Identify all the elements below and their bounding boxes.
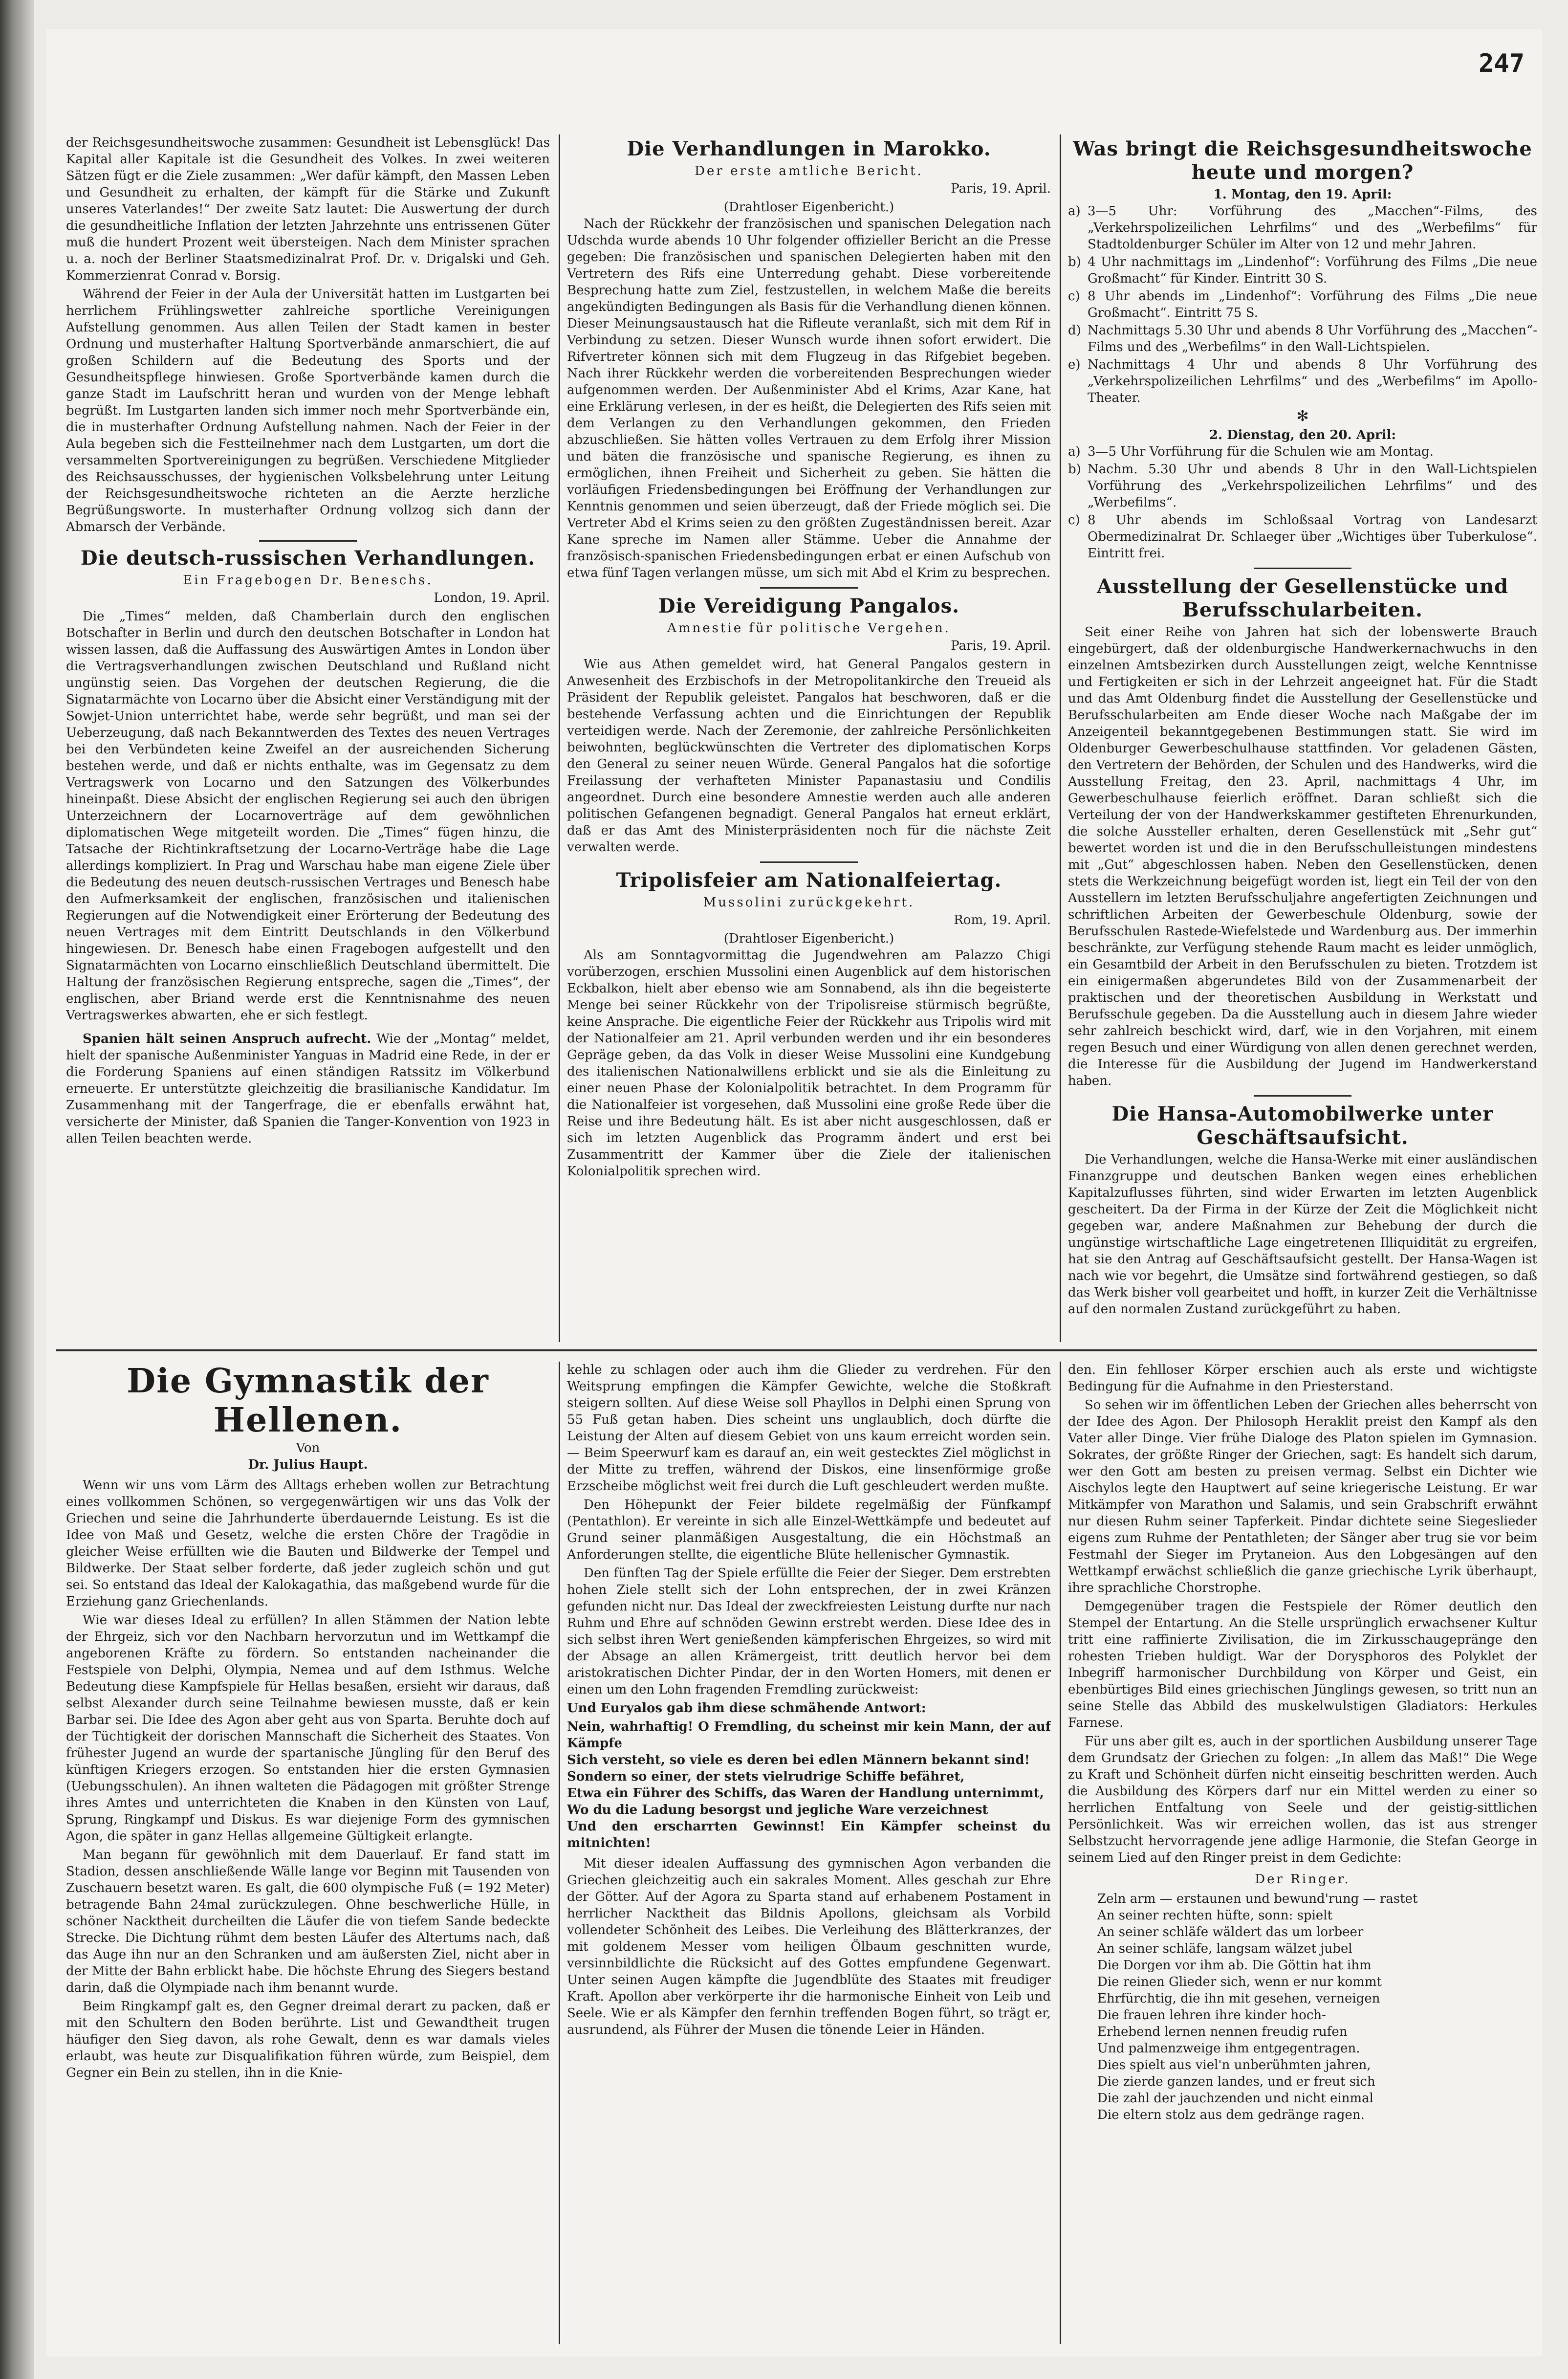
poem-line: Und palmenzweige ihm entgegentragen.: [1097, 2041, 1360, 2056]
schedule-item-text: 8 Uhr abends im „Lindenhof“: Vorführung des Films „Die neue Großmacht“. Eintritt 75 S.: [1088, 289, 1537, 320]
subhead-tripolis: Mussolini zurückgekehrt.: [703, 895, 915, 910]
subhead-pangalos: Amnestie für politische Vergehen.: [667, 621, 951, 636]
gymnastik-column-2: [567, 1362, 1051, 2344]
spain-text: Wie der „Montag“ meldet, hielt der spanische Außenminister Yanguas in Madrid eine Rede, in der er die Forderung Spaniens auf einen ständigen Ratssitz im Völkerbund erneuerte. Er unterstützte gleichzeitig die brasilianische Kandidatur. Im Zusammenhang mit der Tangerfrage, die er ebenfalls erwähnt hat, versicherte der Minister, daß Spanien die Tanger-Konvention von 1923 in allen Teilen beachten werde.: [66, 1032, 550, 1146]
homer-quote: [567, 1718, 1051, 1851]
gymnastik-p6: Den Höhepunkt der Feier bildete regelmäßig der Fünfkampf (Pentathlon). Er vereinte in sich alle Einzel-Wettkämpfe und bedeutet auf Grund seiner planmäßigen Ausgestaltung, die ein Höchstmaß an Anforderungen stellte, die eigentliche Blüte hellenischer Gymnastik.: [567, 1498, 1051, 1562]
poem-line: Die Dorgen vor ihm ab. Die Göttin hat ihm: [1097, 1958, 1372, 1973]
schedule-item-label: a): [1068, 444, 1081, 459]
headline-pangalos: Die Vereidigung Pangalos.: [658, 595, 960, 617]
source-note-2: (Drahtloser Eigenbericht.): [723, 931, 894, 946]
tripolis-text: Als am Sonntagvormittag die Jugendwehren am Palazzo Chigi vorüberzogen, erschien Mussolini einen Augenblick auf dem historischen Eckbalkon, hielt aber ebenso wie am Sonnabend, als ihn die begeisterte Menge bei seiner Rückkehr von der Tripolisreise stürmisch begrüßte, keine Ansprache. Die eigentliche Feier der Rückkehr aus Tripolis wird mit der Nationalfeier am 21. April verbunden werden und ihr ein besonderes Gepräge geben, da das Volk in dieser Weise Mussolini eine Kundgebung des italienischen Nationalwillens erblickt und sie als die Einleitung zu einer neuen Phase der Kolonialpolitik betrachtet. In dem Programm für die Nationalfeier ist vorgesehen, daß Mussolini eine große Rede über die Reise und ihre Bedeutung hält. Es ist aber nicht ausgeschlossen, daß er sich im letzten Augenblick das Programm ändert und erst bei Zusammentritt der Kammer über die Ziele der italienischen Kolonialpolitik sprechen wird.: [567, 948, 1051, 1179]
schedule-item-text: Nachm. 5.30 Uhr und abends 8 Uhr in den Wall-Lichtspielen Vorführung des „Verkehrspolizeilichen Lehrfilms“ und des „Werbefilms“.: [1088, 462, 1537, 510]
schedule-item-text: 4 Uhr nachmittags im „Lindenhof“: Vorführung des Films „Die neue Großmacht“ für Kinder. Eintritt 30 S.: [1088, 255, 1537, 286]
schedule-item-text: 8 Uhr abends im Schloßsaal Vortrag von Landesarzt Obermedizinalrat Dr. Schlaeger über „Wichtiges über Tuberkulose“. Eintritt frei.: [1088, 513, 1537, 561]
headline-gymnastik: Die Gymnastik der Hellenen.: [127, 1362, 489, 1440]
schedule-item: [1068, 203, 1537, 253]
headline-health-week: Was bringt die Reichsgesundheitswoche heute und morgen?: [1073, 137, 1532, 184]
byline-author: Dr. Julius Haupt.: [248, 1457, 368, 1472]
morocco-text: Nach der Rückkehr der französischen und spanischen Delegation nach Udschda wurde abends 10 Uhr folgender offizieller Bericht an die Presse gegeben: Die französischen und spanischen Delegierten haben mit den Vertretern des Rifs eine Unterredung gehabt. Diese vorbereitende Besprechung hatte zum Ziel, festzustellen, in welchem Maße die bereits angekündigten Bedingungen als Basis für die Verhandlung dienen können. Dieser Meinungsaustausch hat die Rifleute veranlaßt, sich mit dem Rif in Verbindung zu setzen. Dieser Wunsch wurde ihnen sofort erwidert. Die Rifvertreter können sich mit dem Flugzeug in das Rifgebiet begeben. Nach ihrer Rückkehr werden die vorbereitenden Besprechungen wieder aufgenommen werden. Der Außenminister Abd el Krims, Azar Kane, hat eine Erklärung verlesen, in der es heißt, die Delegierten des Rifs seien mit dem Verlangen zu den Verhandlungen gekommen, den Frieden abzuschließen. Sie hätten volles Vertrauen zu dem Erfolg ihrer Mission und bäten die französische und spanische Regierung, es ihnen zu ermöglichen, ihnen Freiheit und Sicherheit zu geben. Sie hätten die vorläufigen Friedensbedingungen bei Eröffnung der Verhandlungen zur Kenntnis genommen und seien überzeugt, daß der Friede möglich sei. Die Vertreter Abd el Krims seien zu den größten Zugeständnissen bereit. Azar Kane spreche im Namen aller Stämme. Ueber die Annahme der französisch-spanischen Friedensbedingungen erbat er einen Aufschub von etwa fünf Tagen verlangen müsse, um sich mit Abd el Krim zu besprechen.: [567, 217, 1051, 580]
top-column-3: [1068, 134, 1537, 1342]
poem-line: Zeln arm — erstaunen und bewund'rung — rastet: [1097, 1892, 1418, 1906]
gymnastik-column-1: [66, 1362, 550, 2344]
schedule-item-text: Nachmittags 4 Uhr und abends 8 Uhr Vorführung des „Verkehrspolizeilichen Lehrfilms“ und des „Werbefilms“ im Apollo-Theater.: [1088, 357, 1537, 405]
book-binding-shadow: [0, 0, 34, 2379]
page-number: 247: [1479, 49, 1524, 78]
schedule-item: [1068, 512, 1537, 562]
gymnastik-p10: So sehen wir im öffentlichen Leben der Griechen alles beherrscht von der Idee des Agon. Der Philosoph Heraklit preist den Kampf als den Vater aller Dinge. Vier frühe Dialoge des Platon spielen im Gymnasion. Sokrates, der größte Ringer der Griechen, sagt: Es handelt sich darum, wer den Gott am besten zu preisen vermag. Selbst ein Dichter wie Aischylos legte den Hauptwert auf seine kriegerische Leistung. Er war Mitkämpfer von Marathon und Salamis, und sein Grabschrift erwähnt nur diesen Ruhm seiner Tapferkeit. Pindar dichtete seine Siegeslieder eigens zum Ruhme der Pentathleten; der Sänger aber trug sie vor beim Festmahl der Sieger im Prytaneion. Aus den Lobgesängen auf den Wettkampf erwächst schließlich die ganze griechische Lyrik überhaupt, ihre sprachliche Chorstrophe.: [1068, 1398, 1537, 1595]
schedule-item: [1068, 443, 1537, 460]
separator: [760, 861, 858, 863]
gymnastik-p4: Beim Ringkampf galt es, den Gegner dreimal derart zu packen, daß er mit den Schultern den Boden berührte. List und Gewandtheit trugen häufiger den Sieg davon, als rohe Gewalt, denn es war damals vieles erlaubt, was heute zur Disqualifikation führen würde, zum Beispiel, dem Gegner ein Bein zu stellen, ihn in die Knie-: [66, 1999, 550, 2080]
gymnastik-p11: Demgegenüber tragen die Festspiele der Römer deutlich den Stempel der Entartung. An die Stelle ursprünglich erwachsener Kultur tritt eine raffinierte Zivilisation, die im Zirkusschaugepränge den rohesten Trieben huldigt. War der Dorysphoros des Polyklet der Inbegriff harmonischer Durchbildung von Körper und Geist, ein ebenbürtiges Bild eines griechischen Jünglings gewesen, so tritt nun an seine Stelle das Abbild des muskelwulstigen Gladiators: Herkules Farnese.: [1068, 1599, 1537, 1730]
gymnastik-p1: Wenn wir uns vom Lärm des Alltags erheben wollen zur Betrachtung eines vollkommen Schönen, so vergegenwärtigen wir uns das Volk der Griechen und seine die Jahrhunderte überdauernde Leistung. Es ist die Idee von Maß und Gesetz, welche die ersten Chöre der Tragödie in gleicher Weise erfüllten wie die Bauten und Bildwerke der Tempel und Bildwerke. Der Staat selber forderte, daß jeder zugleich schön und gut sei. So entstand das Ideal der Kalokagathia, das maßgebend wurde für die Erziehung ganz Griechenlands.: [66, 1478, 550, 1609]
day2-list: [1068, 443, 1537, 562]
schedule-item-text: 3—5 Uhr: Vorführung des „Macchen“-Films, des „Verkehrspolizeilichen Lehrfilms“ und des „Werbefilms“ für Stadtoldenburger Schüler im Alter von 12 und mehr Jahren.: [1088, 204, 1537, 252]
schedule-item-label: c): [1068, 513, 1080, 528]
top-column-1: [66, 134, 550, 1342]
gymnastik-p5: kehle zu schlagen oder auch ihm die Glieder zu verdrehen. Für den Weitsprung empfingen die Kämpfer Gewichte, welche die Stoßkraft steigern sollten. Auf diese Weise soll Phayllos in Delphi einen Sprung von 55 Fuß getan haben. Dies scheint uns unglaublich, doch dürfte die Leistung der Alten auf diesem Gebiet von uns kaum erreicht worden sein. — Beim Speerwurf kam es darauf an, ein weit gestecktes Ziel möglichst in der Mitte zu treffen, während der Diskos, eine linsenförmige große Erzscheibe möglichst weit frei durch die Luft geschleudert werden mußte.: [567, 1363, 1051, 1494]
quote-intro: Und Euryalos gab ihm diese schmähende Antwort:: [567, 1701, 926, 1716]
day2-heading: 2. Dienstag, den 20. April:: [1209, 428, 1396, 442]
article-continuation-p2: Während der Feier in der Aula der Universität hatten im Lustgarten bei herrlichem Frühlingswetter zahlreiche sportliche Vereinigungen Aufstellung genommen. Aus allen Teilen der Stadt kamen in bester Ordnung und musterhafter Haltung Sportverbände anmarschiert, die auf großen Schildern auf die Bedeutung des Sports und der Gesundheitspflege hinwiesen. Große Sportverbände kamen durch die ganze Stadt im Laufschritt heran und wurden von der Menge lebhaft begrüßt. Im Lustgarten landen sich immer noch mehr Sportverbände ein, die in musterhafter Ordnung Aufstellung nahmen. Nach der Feier in der Aula begeben sich die Festteilnehmer nach dem Lustgarten, um dort die versammelten Sportvereinigungen zu begrüßen. Verschiedene Mitglieder des Reichsausschusses, der hygienischen Volksbelehrung unter Leitung der Reichsgesundheitswoche richteten an die Aerzte herzliche Begrüßungsworte. In musterhafter Ordnung vollzog sich dann der Abmarsch der Verbände.: [66, 287, 550, 534]
article-continuation-p1: der Reichsgesundheitswoche zusammen: Gesundheit ist Lebensglück! Das Kapital aller Kapitale ist die Gesundheit des Volkes. In zwei weiteren Sätzen fügt er die Ziele zusammen: „Wer dafür kämpft, den Massen Leben und Gesundheit zu erhalten, der kämpft für die Stärke und Zukunft unseres Vaterlandes!“ Der zweite Satz lautet: Die Auswertung der durch die gesundheitliche Inflation der letzten Jahrzehnte uns entrissenen Güter muß die hundert Prozent weit übersteigen. Nach dem Minister sprachen u. a. noch der Berliner Staatsmedizinalrat Prof. Dr. v. Drigalski und Geh. Kommerzienrat Conrad v. Borsig.: [66, 135, 550, 283]
gymnastik-p7: Den fünften Tag der Spiele erfüllte die Feier der Sieger. Dem erstrebten hohen Ziele stellt sich der Lohn entsprechen, der in zwei Kränzen gefunden nicht nur. Das Ideal der zweckfreiesten Leistung durfte nur nach Ruhm und Ehre auf schnöden Gewinn erstrebt werden. Diese Idee des in sich selbst ihren Wert genießenden kämpferischen Ehrgeizes, so wird mit der Absage an allen Krämergeist, tritt deutlich hervor bei dem aristokratischen Dichter Pindar, der in den Worten Homers, mit denen er einen um den Lohn fragenden Fremdling zurückweist:: [567, 1566, 1051, 1697]
schedule-item: [1068, 322, 1537, 355]
headline-hansa: Die Hansa-Automobilwerke unter Geschäftsaufsicht.: [1111, 1102, 1494, 1149]
dateline-paris: Paris, 19. April.: [951, 181, 1051, 196]
schedule-item-text: Nachmittags 5.30 Uhr und abends 8 Uhr Vorführung des „Macchen“-Films und des „Werbefilms“ in den Wall-Lichtspielen.: [1088, 323, 1537, 354]
schedule-item: [1068, 254, 1537, 287]
schedule-item: [1068, 356, 1537, 406]
schedule-item-label: c): [1068, 289, 1080, 304]
poem-line: Dies spielt aus viel'n unberühmten jahren,: [1097, 2058, 1371, 2072]
subhead-morocco: Der erste amtliche Bericht.: [695, 164, 923, 178]
poem-line: Die eltern stolz aus dem gedränge ragen.: [1097, 2108, 1365, 2122]
column-rule: [559, 134, 560, 1342]
schedule-item: [1068, 288, 1537, 321]
quote-line: Wo du die Ladung besorgst und jegliche Ware verzeichnest: [567, 1803, 988, 1817]
column-rule: [1060, 1362, 1061, 2344]
poem-line: Die zierde ganzen landes, und er freut sich: [1097, 2074, 1375, 2089]
source-note: (Drahtloser Eigenbericht.): [723, 200, 894, 215]
subhead-russian-negotiations: Ein Fragebogen Dr. Beneschs.: [183, 573, 433, 588]
schedule-item-text: 3—5 Uhr Vorführung für die Schulen wie am Montag.: [1088, 444, 1434, 459]
poem-line: Erhebend lernen nennen freudig rufen: [1097, 2025, 1348, 2039]
column-rule: [559, 1362, 560, 2344]
newspaper-page: [46, 29, 1542, 2357]
quote-line: Und den erscharrten Gewinnst! Ein Kämpfer scheinst du mitnichten!: [567, 1819, 1051, 1850]
ornament: ✻: [1296, 408, 1309, 425]
poem-line: An seiner rechten hüfte, sonn: spielt: [1097, 1908, 1333, 1923]
poem: [1097, 1891, 1537, 2123]
gymnastik-p3: Man begann für gewöhnlich mit dem Dauerlauf. Er fand statt im Stadion, dessen anschließende Wälle lange vor Beginn mit Tausenden von Zuschauern besetzt waren. Es galt, die 600 olympische Fuß (= 192 Meter) betragende Bahn 24mal zurückzulegen. Ohne beschwerliche Hülle, in schöner Nacktheit durcheilten die Läufer die von tiefem Sande bedeckte Strecke. Die Dichtung rühmt dem besten Läufer des Altertums nach, daß das Auge ihn nur an den Schranken und am äußersten Ziel, nicht aber in der Mitte der Bahn erblickt habe. Die höchste Ehrung des Siegers bestand darin, daß die Olympiade nach ihm benannt wurde.: [66, 1848, 550, 1995]
headline-exhibition: Ausstellung der Gesellenstücke und Berufsschularbeiten.: [1096, 575, 1509, 621]
day1-list: [1068, 203, 1537, 406]
hansa-text: Die Verhandlungen, welche die Hansa-Werke mit einer ausländischen Finanzgruppe und deutschen Banken wegen eines erheblichen Kapitalzuflusses führten, sind wider Erwarten im letzten Augenblick gescheitert. Da der Firma in der Kürze der Zeit die Möglichkeit nicht gegeben war, andere Maßnahmen zur Behebung der durch die ungünstige wirtschaftliche Lage eingetretenen Illiquidität zu ergreifen, hat sie den Antrag auf Geschäftsaufsicht gestellt. Der Hansa-Wagen ist nach wie vor begehrt, die Umsätze sind fortwährend gestiegen, so daß das Werk bisher voll gearbeitet und hofft, in kurzer Zeit die Verhältnisse auf den normalen Zustand zurückgeführt zu haben.: [1068, 1152, 1537, 1317]
poem-line: Die zahl der jauchzenden und nicht einmal: [1097, 2091, 1373, 2106]
schedule-item-label: b): [1068, 462, 1081, 477]
dateline-rome: Rom, 19. April.: [954, 913, 1051, 927]
gymnastik-p2: Wie war dieses Ideal zu erfüllen? In allen Stämmen der Nation lebte der Ehrgeiz, sich vor den Nachbarn hervorzutun und im Wettkampf die angeborenen Kräfte zu fördern. So entstanden nacheinander die Festspiele von Delphi, Olympia, Nemea und auf dem Isthmus. Welche Bedeutung diese Kampfspiele für Hellas besaßen, ersieht wir daraus, daß selbst Alexander durch seine Teilnahme bewiesen musste, daß er kein Barbar sei. Die Idee des Agon aber geht aus von Sparta. Beruhte doch auf der Tüchtigkeit der dorischen Mannschaft die Sicherheit des Staates. Von frühester Jugend an wurde der spartanische Jüngling für den Beruf des künftigen Kriegers erzogen. So entstanden hier die ersten Gymnasien (Uebungsschulen). An ihnen walteten die Pädagogen mit größter Strenge ihres Amtes und unterrichteten die Knaben in den Künsten von Lauf, Sprung, Ringkampf und Diskus. Es war diejenige Form des gymnischen Agon, die später in ganz Hellas allgemeine Gültigkeit erlangte.: [66, 1613, 550, 1844]
poem-line: An seiner schläfe, langsam wälzet jubel: [1097, 1941, 1352, 1956]
headline-tripolis: Tripolisfeier am Nationalfeiertag.: [616, 869, 1002, 892]
pangalos-text: Wie aus Athen gemeldet wird, hat General Pangalos gestern in Anwesenheit des Erzbischofs in der Metropolitankirche den Treueid als Präsident der Republik geleistet. Pangalos hat beschworen, daß er die bestehende Verfassung achten und die Einrichtungen der Republik verteidigen werde. Nach der Zeremonie, der zahlreiche Persönlichkeiten beiwohnten, beglückwünschten die Vertreter des diplomatischen Korps den General zu seiner neuen Würde. General Pangalos hat die sofortige Freilassung der verhafteten Minister Papanastasiu und Condilis angeordnet. Durch eine besondere Amnestie werden auch alle anderen politischen Gefangenen begnadigt. General Pangalos hat erneut erklärt, daß er das Amt des Ministerpräsidenten noch für die nächste Zeit verwalten werde.: [567, 657, 1051, 855]
gymnastik-p8: Mit dieser idealen Auffassung des gymnischen Agon verbanden die Griechen gleichzeitig auch ein sakrales Moment. Alles geschah zur Ehre der Götter. Auf der Agora zu Sparta stand auf erhabenem Postament in herrlicher Nacktheit das Bildnis Apollons, gleichsam als Vorbild vollendeter Schönheit des Leibes. Die Verleihung des Blätterkranzes, der mit goldenem Messer vom heiligen Ölbaum geschnitten wurde, versinnbildlichte die Rücksicht auf des Gottes empfundene Gegenwart. Unter seinen Augen kämpfte die Jugendblüte des Staates mit freudiger Kraft. Apollon aber verkörperte ihr die harmonische Einheit von Leib und Seele. Wie er als Kämpfer den fernhin treffenden Bogen führt, so trägt er, ausrundend, als Führer der Musen die tönende Leier in Händen.: [567, 1856, 1051, 2037]
exhibition-text: Seit einer Reihe von Jahren hat sich der lobenswerte Brauch eingebürgert, daß der oldenburgische Handwerkernachwuchs in den einzelnen Amtsbezirken durch Ausstellungen zeigt, welche Kenntnisse und Fertigkeiten er sich in der Lehrzeit angeeignet hat. Für die Stadt und das Amt Oldenburg findet die Ausstellung der Gesellenstücke und Berufsschularbeiten am Ende dieser Woche nach Maßgabe der im Anzeigenteil bekanntgegebenen Bestimmungen statt. Sie wird im Oldenburger Gewerbeschulhause stattfinden. Vor geladenen Gästen, den Vertretern der Behörden, der Schulen und des Handwerks, wird die Ausstellung Freitag, den 23. April, nachmittags 4 Uhr, im Gewerbeschulhause feierlich eröffnet. Daran schließt sich die Verteilung der von der Handwerkskammer gestifteten Ehrenurkunden, die solche Aussteller erhalten, deren Gesellenstück mit „Sehr gut“ bewertet worden ist und die in den Berufsschulleistungen mindestens mit „Gut“ abgeschlossen haben. Neben den Gesellenstücken, denen stets die Werkzeichnung beigefügt worden ist, liegt ein Teil der von den Ausstellern im letzten Berufsschuljahre angefertigten Zeichnungen und schriftlichen Arbeiten der Gewerbeschule Oldenburg, sowie der Berufsschulen Rastede-Wiefelstede und Wardenburg aus. Der immerhin beschränkte, zur Verfügung stehende Raum macht es leider unmöglich, ein Gesamtbild der Arbeit in den Berufsschulen zu bieten. Trotzdem ist ein einigermaßen abgerundetes Bild von der Zusammenarbeit der praktischen und der theoretischen Ausbildung in Werkstatt und Berufsschule gegeben. Da die Ausstellung auch in diesem Jahre wieder sehr zahlreich beschickt wird, darf, wie in den Vorjahren, mit einem regen Besuch und einer Würdigung von allen denen gerechnet werden, die Interesse für die Ausbildung der Jugend im Handwerkerstand haben.: [1068, 625, 1537, 1088]
poem-line: Die reinen Glieder sich, wenn er nur kommt: [1097, 1975, 1382, 1989]
dateline-paris-2: Paris, 19. April.: [951, 639, 1051, 653]
poem-line: Ehrfürchtig, die ihn mit gesehen, verneigen: [1097, 1991, 1380, 2006]
schedule-item-label: a): [1068, 204, 1081, 219]
schedule-item-label: e): [1068, 357, 1081, 372]
separator: [760, 587, 858, 589]
top-column-2: [567, 134, 1051, 1342]
day1-heading: 1. Montag, den 19. April:: [1213, 187, 1392, 202]
headline-morocco: Die Verhandlungen in Marokko.: [627, 137, 991, 160]
gymnastik-p12: Für uns aber gilt es, auch in der sportlichen Ausbildung unserer Tage dem Grundsatz der Griechen zu folgen: „In allem das Maß!“ Die Wege zu Kraft und Schönheit dürfen nicht einseitig beschritten werden. Auch die Ausbildung des Körpers darf nur ein Mittel werden zu einer so herrlichen Entfaltung von Seele und der geistig-sittlichen Persönlichkeit. Was wir erreichen wollen, das ist aus strenger Selbstzucht hervorragende jene adlige Harmonie, die Stefan George in seinem Lied auf den Ringer preist in dem Gedichte:: [1068, 1734, 1537, 1865]
separator: [1254, 568, 1351, 569]
schedule-item-label: b): [1068, 255, 1081, 269]
schedule-item: [1068, 461, 1537, 511]
poem-line: An seiner schläfe wäldert das um lorbeer: [1097, 1925, 1364, 1939]
russian-negotiations-text: Die „Times“ melden, daß Chamberlain durch den englischen Botschafter in Berlin und durch den deutschen Botschafter in London hat wissen lassen, daß die Auffassung des Auswärtigen Amtes in London über die Vertragsverhandlungen zwischen Deutschland und Rußland nicht ungünstig seien. Das Vorgehen der deutschen Regierung, die die Signatarmächte von Locarno über die Absicht einer Verständigung mit der Sowjet-Union unterrichtet habe, werde sehr begrüßt, und man sei der Ueberzeugung, daß nach Bekanntwerden des Textes des neuen Vertrages bei den Verbündeten keine Zweifel an der ausreichenden Sicherung bestehen werde, und daß er nichts enthalte, was im Gegensatz zu dem Vertragswerk von Locarno und den Satzungen des Völkerbundes hineinpaßt. Diese Absicht der englischen Regierung sei auch den übrigen Unterzeichnern der Locarnoverträge auf dem gewöhnlichen diplomatischen Wege mitgeteilt worden. Die „Times“ fügen hinzu, die Tatsache der Richtinkraftsetzung der Locarno-Verträge habe die Lage allerdings kompliziert. In Prag und Warschau habe man eigene Ziele über die Bedeutung des neuen deutsch-russischen Vertrages und Benesch habe den Aufmerksamkeit der englischen, französischen und italienischen Regierungen auf die Notwendigkeit einer Erörterung der Bedeutung des neuen Vertrages mit dem Eintritt Deutschlands in den Völkerbund hingewiesen. Dr. Benesch habe einen Fragebogen aufgestellt und den Signatarmächten von Locarno einschließlich Deutschland übermittelt. Die Haltung der französischen Regierung entspreche, sagen die „Times“, der englischen, aber Briand werde erst die Kenntnisnahme des neuen Vertragswerkes abwarten, ehe er sich festlegt.: [66, 609, 550, 1023]
quote-line: Nein, wahrhaftig! O Fremdling, du scheinst mir kein Mann, der auf Kämpfe: [567, 1719, 1051, 1751]
poem-line: Die frauen lehren ihre kinder hoch-: [1097, 2008, 1326, 2023]
quote-line: Etwa ein Führer des Schiffs, das Waren der Handlung unternimmt,: [567, 1786, 1044, 1801]
column-rule: [1060, 134, 1061, 1342]
quote-line: Sondern so einer, der stets vielrudrige Schiffe befähret,: [567, 1769, 965, 1784]
schedule-item-label: d): [1068, 323, 1081, 338]
gymnastik-column-3: [1068, 1362, 1537, 2344]
spain-lead: Spanien hält seinen Anspruch aufrecht.: [83, 1032, 371, 1046]
headline-russian-negotiations: Die deutsch-russischen Verhandlungen.: [80, 547, 536, 570]
gymnastik-p9: den. Ein fehlloser Körper erschien auch als erste und wichtigste Bedingung für die Aufnahme in den Priesterstand.: [1068, 1363, 1537, 1394]
quote-line: Sich versteht, so viele es deren bei edlen Männern bekannt sind!: [567, 1753, 1030, 1767]
separator: [1254, 1095, 1351, 1097]
dateline-london: London, 19. April.: [434, 591, 550, 605]
separator: [259, 540, 357, 542]
byline-von: Von: [296, 1441, 320, 1455]
section-divider: [56, 1349, 1537, 1351]
poem-title: Der Ringer.: [1255, 1872, 1350, 1887]
